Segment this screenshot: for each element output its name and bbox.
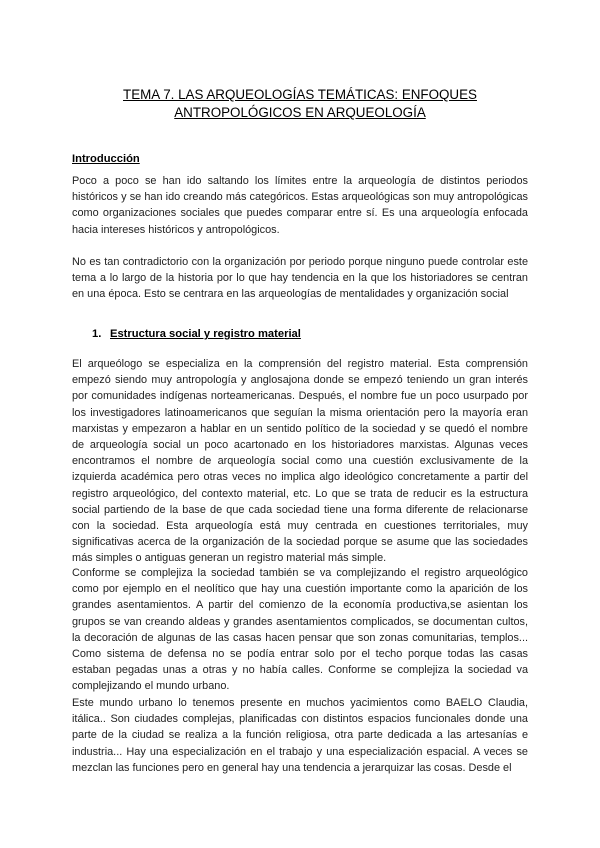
section-1-heading [92, 328, 301, 340]
intro-heading: Introducción [72, 153, 140, 165]
section-1-title: Estructura social y registro material [110, 328, 301, 340]
title-line-1: TEMA 7. LAS ARQUEOLOGÍAS TEMÁTICAS: ENFOQUES [123, 87, 477, 102]
section-1-number: 1. [92, 328, 102, 340]
intro-paragraph-1: Poco a poco se han ido saltando los límites entre la arqueología de distintos periodos históricos y se han ido creando más categóricos. Estas arqueológicas son muy antropológicas como organizaciones sociales que puedes comparar entre sí. Es una arqueología enfocada hacia intereses históricos y antropológicos. [72, 175, 528, 236]
title-line-2: ANTROPOLÓGICOS EN ARQUEOLOGÍA [174, 105, 426, 120]
section-1-paragraph-1: El arqueólogo se especializa en la comprensión del registro material. Esta comprensión empezó siendo muy antropología y anglosajona donde se empezó teniendo un gran interés por comunidades indígenas norteamericanas. Después, el nombre fue un poco usurpado por los investigadores latinoamericanos que seguían la misma orientación pero la mayoría eran marxistas y empezaron a hablar en un sentido político de la sociedad y se quedó el nombre de arqueología social un poco acartonado en los historiadores marxistas. Algunas veces encontramos el nombre de arqueología social como una cuestión exclusivamente de la izquierda académica pero otras veces no implica algo ideológico concretamente a partir del registro arqueológico, del contexto material, etc. Lo que se trata de reducir es la estructura social partiendo de la base de que cada sociedad tiene una forma diferente de relacionarse con la sociedad. Esta arqueología está muy centrada en cuestiones territoriales, muy significativas acerca de la organización de la sociedad porque se asume que las sociedades más simples o antiguas generan un registro material más simple. [72, 358, 528, 565]
intro-paragraph-2: No es tan contradictorio con la organización por periodo porque ninguno puede controlar este tema a lo largo de la historia por lo que hay tendencia en la que los historiadores se centran en una época. Esto se centrara en las arqueologías de mentalidades y organización social [72, 256, 528, 301]
document-title [72, 86, 528, 122]
section-1-paragraph-2: Conforme se complejiza la sociedad también se va complejizando el registro arqueológico como por ejemplo en el neolítico que hay una cuestión importante como la aparición de los grandes asentamientos. A partir del comienzo de la economía productiva,se asientan los grupos se van creando aldeas y grandes asentamientos complicados, se documentan cultos, la decoración de algunas de las casas hacen pensar que son zonas comunitarias, templos... Como sistema de defensa no se podía entrar solo por el techo porque todas las casas estaban pegadas unas a otras y no había calles. Conforme se complejiza la sociedad va complejizando el mundo urbano. [72, 567, 528, 693]
section-1-paragraph-3: Este mundo urbano lo tenemos presente en muchos yacimientos como BAELO Claudia, itálica.. Son ciudades complejas, planificadas con distintos espacios funcionales donde una parte de la ciudad se realiza a la función religiosa, otra parte dedicada a las artesanías e industria... Hay una especialización en el trabajo y una especialización espacial. A veces se mezclan las funciones pero en general hay una tendencia a jerarquizar las cosas. Desde el [72, 697, 528, 774]
